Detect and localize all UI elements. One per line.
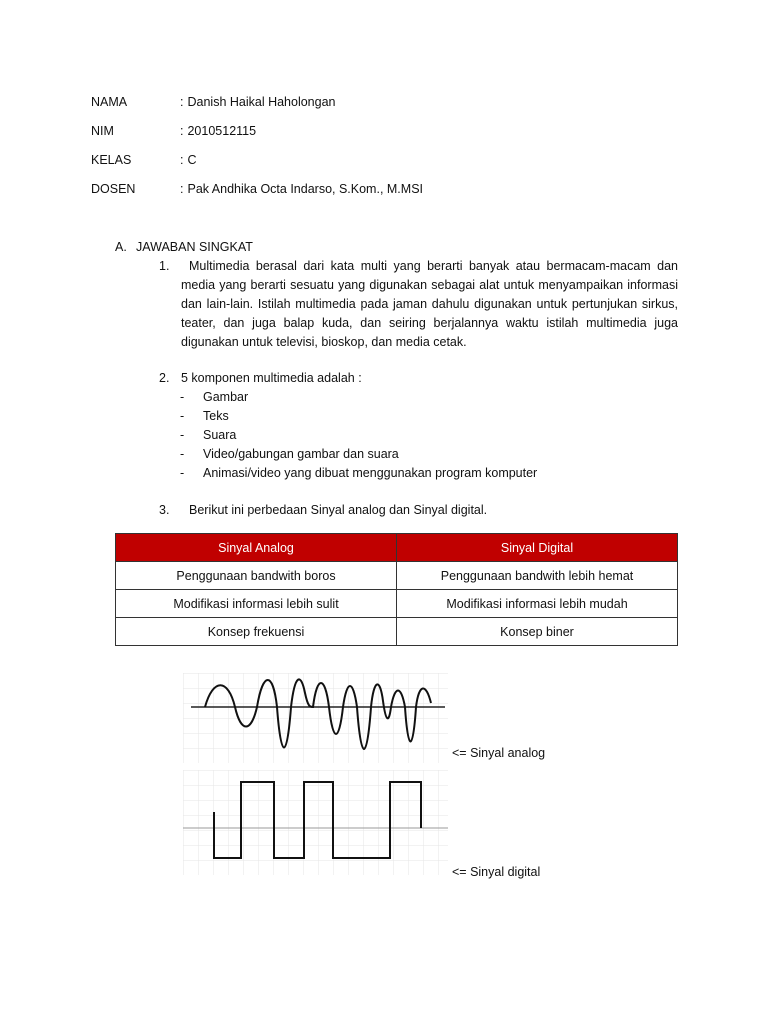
list-item-text: Teks <box>203 409 229 423</box>
table-cell: Modifikasi informasi lebih sulit <box>116 590 397 618</box>
identity-label: NIM <box>91 124 114 138</box>
list-item <box>180 464 537 483</box>
identity-value <box>180 93 336 111</box>
table-cell: Penggunaan bandwith boros <box>116 562 397 590</box>
item-text: 5 komponen multimedia adalah : <box>181 371 362 385</box>
identity-label: KELAS <box>91 153 132 167</box>
list-item-text: Gambar <box>203 390 249 404</box>
section-letter: A. <box>115 240 127 254</box>
component-list <box>180 388 537 483</box>
list-item-text: Animasi/video yang dibuat menggunakan program komputer <box>203 466 538 480</box>
table-cell: Konsep biner <box>397 618 678 646</box>
list-item-text: Video/gabungan gambar dan suara <box>203 447 399 461</box>
list-item <box>180 426 537 445</box>
table-cell: Konsep frekuensi <box>116 618 397 646</box>
table-cell: Modifikasi informasi lebih mudah <box>397 590 678 618</box>
identity-label: DOSEN <box>91 182 136 196</box>
identity-value-text: Pak Andhika Octa Indarso, S.Kom., M.MSI <box>187 182 424 196</box>
comparison-table <box>115 533 678 646</box>
table-row <box>116 562 678 590</box>
separator: : <box>180 182 184 196</box>
bullet-dash: - <box>180 447 185 461</box>
list-item <box>180 388 537 407</box>
identity-value <box>180 180 423 198</box>
bullet-dash: - <box>180 428 185 442</box>
section-heading <box>115 238 253 256</box>
identity-value <box>180 122 256 140</box>
separator: : <box>180 95 184 109</box>
table-header-cell: Sinyal Digital <box>397 534 678 562</box>
digital-signal-figure <box>183 770 448 875</box>
item-text: Berikut ini perbedaan Sinyal analog dan Sinyal digital. <box>189 503 488 517</box>
identity-value-text: 2010512115 <box>187 124 257 138</box>
analog-caption: <= Sinyal analog <box>452 746 546 760</box>
item-number: 2. <box>159 371 170 385</box>
section-title-text: JAWABAN SINGKAT <box>136 240 253 254</box>
bullet-dash: - <box>180 409 185 423</box>
digital-caption: <= Sinyal digital <box>452 865 541 879</box>
identity-value <box>180 151 197 169</box>
identity-label: NAMA <box>91 95 128 109</box>
separator: : <box>180 124 184 138</box>
list-item <box>180 445 537 464</box>
table-header-cell: Sinyal Analog <box>116 534 397 562</box>
bullet-dash: - <box>180 390 185 404</box>
list-item-text: Suara <box>203 428 237 442</box>
identity-value-text: Danish Haikal Haholongan <box>187 95 336 109</box>
analog-signal-figure <box>183 673 448 763</box>
identity-value-text: C <box>187 153 197 167</box>
table-row <box>116 590 678 618</box>
item-number: 3. <box>159 503 170 517</box>
bullet-dash: - <box>180 466 185 480</box>
table-cell: Penggunaan bandwith lebih hemat <box>397 562 678 590</box>
table-row <box>116 618 678 646</box>
graph-grid <box>183 770 448 875</box>
separator: : <box>180 153 184 167</box>
list-item <box>180 407 537 426</box>
item-text: Multimedia berasal dari kata multi yang berarti banyak atau bermacam-macam dan media yang berarti sesuatu yang digunakan sebagai alat untuk menyampaikan informasi dan lain-lain. Istilah multimedia pada jaman dahulu digunakan untuk pertunjukan sirkus, teater, dan juga balap kuda, dan seiring berjalannya waktu istilah multimedia juga digunakan untuk televisi, bioskop, dan media cetak. <box>181 259 678 349</box>
item-number: 1. <box>159 259 170 273</box>
table-header-row <box>116 534 678 562</box>
